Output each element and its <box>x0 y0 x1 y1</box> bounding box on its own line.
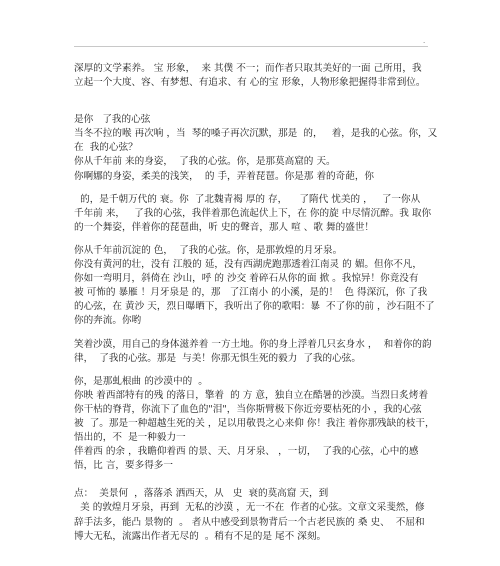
text-line: 点： 美景何 ，落落杀 洒西天，从 史 衰的莫高窟 天，到 <box>74 488 329 500</box>
text-line: 你，是那虬根曲 的沙漠中的 。 <box>74 375 208 387</box>
text-line: 被 了。那是一种超越生死的关 ，足以用敬畏之心来仰 你！我注 着你那残缺的枝干， <box>74 417 435 429</box>
text-line: 你没有黄河的壮，没有 江般的 延，没有西湖虎跑那透着江南灵 的 媚。但你不凡， <box>74 259 422 271</box>
text-line: 深厚的文学素养。 宝 形象， 来 其僕 不一；而作者只取其美好的一面 己所用，我 <box>74 63 422 74</box>
text-line: 笑着沙漠，用自己的身体滋养着 一方土地。你的身上浮着几只玄身水 ， 和着你的韵 <box>74 338 432 350</box>
text-line: 你啊娜的身姿，柔美的浅笑， 的 手，弄着琵琶。你是那 着的奇葩，你 <box>74 170 375 182</box>
document-body <box>74 62 438 544</box>
text-line: 律， 了我的心弦。那是 与美！你那无惧生死的毅力 了我的心弦。 <box>74 352 361 364</box>
text-line: 的，是千朝万代的 衰。你 了北魏青褐 厚的 存， 了隋代 忧美的 ， 了一你从 <box>74 193 421 205</box>
text-line: 悟，比 言，要多得多一 <box>74 460 173 472</box>
text-line: 你如一弯明月，斜倚在 沙山，呼 的 沙交 着碎石从你的面 掀 。我惊异！你竟没有 <box>74 273 419 285</box>
header-mark: . <box>423 37 426 45</box>
text-line: 博大无私，流露出作者无尽的 。稍有不足的是 尾不 深刻。 <box>74 530 327 542</box>
paragraph-mogao <box>74 127 438 235</box>
text-line: 你从千年前沉淀的 色， 了我的心弦。你，是那敦煌的月牙泉。 <box>74 244 343 256</box>
text-line: 你从千年前 来的身姿， 了我的心弦。你，是那莫高窟的 天。 <box>74 156 336 168</box>
text-line: 辞手法多，能凸 景物的 。 者从中感受到景物背后一个古老民族的 桑 史、 不屈和 <box>74 516 425 528</box>
essay-title: 是你 了我的心弦 <box>74 114 151 126</box>
text-line: 美 的敦煌月牙泉，再到 无私的沙漠 ，无一不在 作者的心弦。文章文采斐然，修 <box>74 502 425 514</box>
text-line: 你干枯的脊背，你流下了血色的"泪"，当你斯臂极下你近旁要枯死的小 ，我的心弦 <box>74 403 422 415</box>
text-line: 伴着西 的余 ，我瞻仰着西 的景、天、月牙泉、 ，一切， 了我的心弦，心中的感 <box>74 446 419 458</box>
text-line: 被 可怖的 暴雁 ！月牙泉是 的，那 了江南小 的小溪，是的！ 色 得深沉，你 了我 <box>74 287 428 299</box>
text-line: 当冬不拉的喉 再次响 ，当 琴的嗓子再次沉默，那是 的， 着，是我的心弦。你，又 <box>74 128 438 140</box>
text-line: 悟出的，不 是一种毅力一 <box>74 432 186 444</box>
paragraph-tree <box>74 375 435 474</box>
text-line: 千年前 来， 了我的心弦，我伴着那色流起伏上下，在 你的旋 中尽情沉醉。我 取你 <box>74 207 432 219</box>
text-line: 立起一个大度、容、有梦想、有追求、有 心的宝 形象，人物形象把握得非常到位。 <box>74 77 426 89</box>
intro-paragraph <box>74 62 430 90</box>
paragraph-desert <box>74 338 430 366</box>
teacher-comment <box>74 487 430 543</box>
header-rule <box>74 46 428 47</box>
paragraph-crescent-spring <box>74 244 435 329</box>
text-line: 在 我的心弦？ <box>74 142 138 154</box>
text-line: 的一个舞姿，伴着你的琵琶曲，听 史的聲音，那人 喧 、歌 舞的盛世！ <box>74 221 375 233</box>
text-line: 的心弦，在 黄沙 天，烈日曝晒下，我听出了你的歌唱：暴 不了你的前 ，沙石阻不了 <box>74 301 435 313</box>
text-line: 你的奔流。你哟 <box>74 315 142 327</box>
text-line: 你映 着西部特有的残 的落日，擎着 的 方 意，独自立在酷暑的沙漠。当烈日炙烤着 <box>74 389 429 401</box>
